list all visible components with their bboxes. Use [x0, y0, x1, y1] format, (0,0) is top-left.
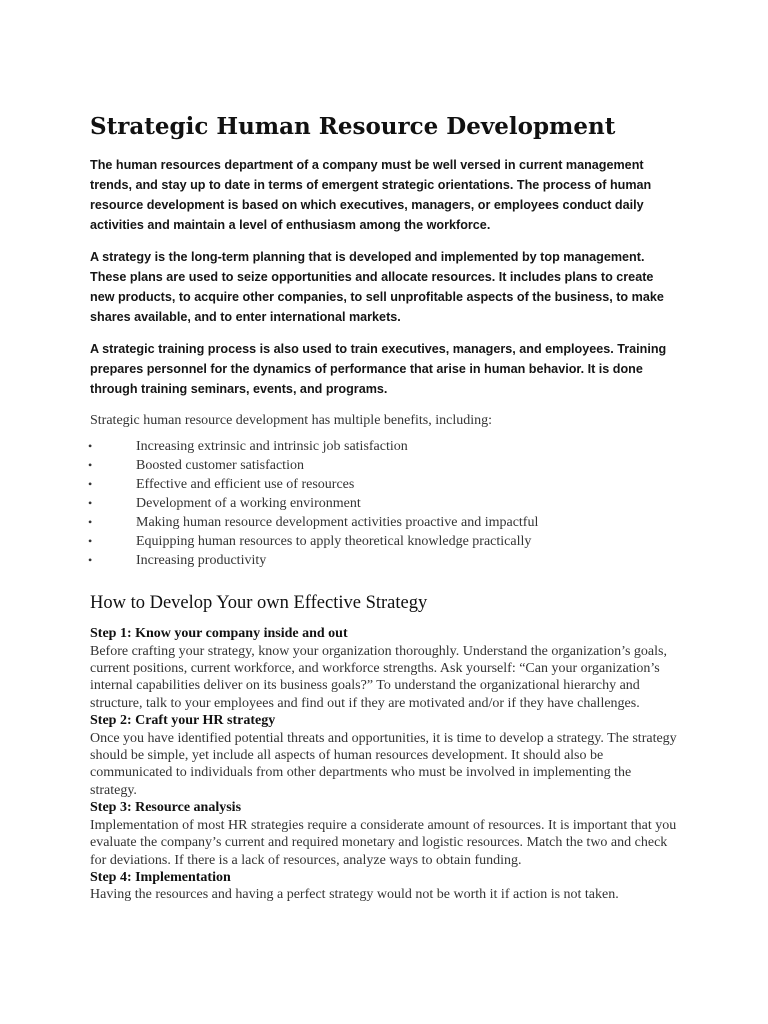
benefit-text: Making human resource development activities proactive and impactful [136, 515, 539, 530]
list-item [0, 513, 680, 532]
document-title: Strategic Human Resource Development [90, 113, 616, 140]
strategy-paragraph: A strategy is the long-term planning that is developed and implemented by top management. These plans are used to seize opportunities and allocate resources. It includes plans to create new products, to acquire other companies, to sell unprofitable aspects of the business, to make shares available, and to enter international markets. [90, 250, 664, 324]
bullet-icon: • [88, 477, 93, 491]
benefit-text: Equipping human resources to apply theoretical knowledge practically [136, 534, 532, 549]
benefits-intro: Strategic human resource development has multiple benefits, including: [90, 413, 493, 428]
step-1-body: Before crafting your strategy, know your organization thoroughly. Understand the organization’s goals, current positions, current workforce, and workforce strengths. Ask yourself: “Can your organization’s internal capabilities deliver on its business goals?” To understand the organizational hierarchy and structure, talk to your employees and find out if they are motivated and/or if they have challenges. [90, 643, 667, 711]
list-item [0, 475, 680, 494]
benefit-text: Increasing productivity [136, 553, 267, 568]
benefit-text: Increasing extrinsic and intrinsic job satisfaction [136, 439, 408, 454]
steps-section [90, 625, 680, 904]
bullet-icon: • [88, 439, 93, 453]
list-item [0, 494, 680, 513]
benefit-text: Effective and efficient use of resources [136, 477, 355, 492]
benefits-list [0, 437, 680, 570]
bullet-icon: • [88, 515, 93, 529]
training-paragraph: A strategic training process is also used to train executives, managers, and employees. Training prepares personnel for the dynamics of performance that arise in human behavior. It is done through training seminars, events, and programs. [90, 342, 667, 396]
bullet-icon: • [88, 496, 93, 510]
intro-paragraph: The human resources department of a company must be well versed in current management trends, and stay up to date in terms of emergent strategic orientations. The process of human resource development is based on which executives, managers, or employees conduct daily activities and maintain a level of enthusiasm among the workforce. [90, 158, 652, 232]
bullet-icon: • [88, 534, 93, 548]
step-2-title: Step 2: Craft your HR strategy [90, 713, 276, 729]
benefit-text: Development of a working environment [136, 496, 361, 511]
step-2-body: Once you have identified potential threats and opportunities, it is time to develop a strategy. The strategy should be simple, yet include all aspects of human resources development. It should also be communicated to individuals from other departments who must be involved in implementing the strategy. [90, 730, 677, 798]
list-item [0, 532, 680, 551]
list-item [0, 437, 680, 456]
step-1-title: Step 1: Know your company inside and out [90, 626, 348, 641]
step-3-body: Implementation of most HR strategies require a considerate amount of resources. It is important that you evaluate the company’s current and required monetary and logistic resources. Match the two and check for deviations. If there is a lack of resources, analyze ways to obtain funding. [90, 817, 677, 868]
section-heading: How to Develop Your own Effective Strategy [90, 593, 428, 613]
bullet-icon: • [88, 553, 93, 567]
step-4-title: Step 4: Implementation [90, 869, 231, 885]
list-item [0, 551, 680, 570]
document-page [90, 112, 680, 904]
benefit-text: Boosted customer satisfaction [136, 458, 304, 473]
list-item [0, 456, 680, 475]
step-3-title: Step 3: Resource analysis [90, 800, 242, 816]
bullet-icon: • [88, 458, 93, 472]
step-4-body: Having the resources and having a perfect strategy would not be worth it if action is not taken. [90, 887, 619, 903]
